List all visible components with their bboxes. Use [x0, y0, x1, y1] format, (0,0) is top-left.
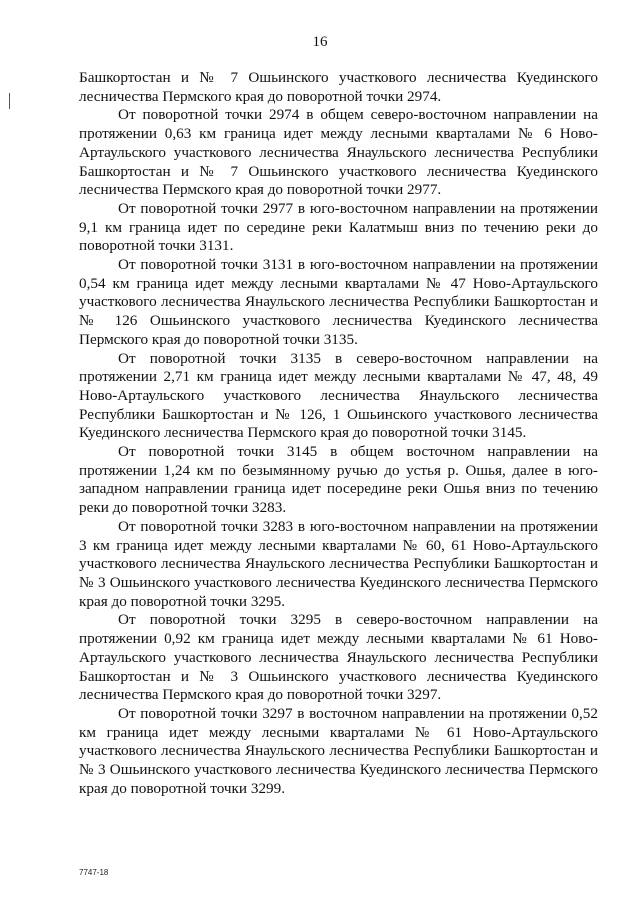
paragraph-point-3295: От поворотной точки 3295 в северо-восточном направлении на протяжении 0,92 км граница идет между лесными кварталами № 61 Ново-Артаульского участкового лесничества Янаульского лесничества Республики Башкортостан и № 3 Ошьинского участкового лесничества Куединского лесничества Пермского края до поворотной точки 3297.	[79, 611, 598, 704]
paragraph-point-3283: От поворотной точки 3283 в юго-восточном направлении на протяжении 3 км граница идет между лесными кварталами № 60, 61 Ново-Артаульского участкового лесничества Янаульского лесничества Республики Башкортостан и № 3 Ошьинского участкового лесничества Куединского лесничества Пермского края до поворотной точки 3295.	[79, 517, 598, 610]
paragraph-point-2974: От поворотной точки 2974 в общем северо-восточном направлении на протяжении 0,63 км граница идет между лесными кварталами № 6 Ново-Артаульского участкового лесничества Янаульского лесничества Республики Башкортостан и № 7 Ошьинского участкового лесничества Куединского лесничества Пермского края до поворотной точки 2977.	[79, 106, 598, 199]
paragraph-point-3135: От поворотной точки 3135 в северо-восточном направлении на протяжении 2,71 км граница идет между лесными кварталами № 47, 48, 49 Ново-Артаульского участкового лесничества Янаульского лесничества Республики Башкортостан и № 126, 1 Ошьинского участкового лесничества Куединского лесничества Пермского края до поворотной точки 3145.	[79, 349, 598, 442]
document-code: 7747-18	[79, 868, 109, 877]
page-number: 16	[312, 34, 328, 50]
paragraph-point-3131: От поворотной точки 3131 в юго-восточном направлении на протяжении 0,54 км граница идет между лесными кварталами № 47 Ново-Артаульского участкового лесничества Янаульского лесничества Республики Башкортостан и № 126 Ошьинского участкового лесничества Куединского лесничества Пермского края до поворотной точки 3135.	[79, 256, 598, 348]
paragraph-point-3297: От поворотной точки 3297 в восточном направлении на протяжении 0,52 км граница идет между лесными кварталами № 61 Ново-Артаульского участкового лесничества Янаульского лесничества Республики Башкортостан и № 3 Ошьинского участкового лесничества Куединского лесничества Пермского края до поворотной точки 3299.	[79, 704, 598, 797]
margin-mark	[9, 93, 10, 109]
paragraph-point-2977: От поворотной точки 2977 в юго-восточном направлении на протяжении 9,1 км граница идет по середине реки Калатмыш вниз по течению реки до поворотной точки 3131.	[79, 199, 598, 255]
document-body	[79, 69, 598, 798]
paragraph-continuation: Башкортостан и № 7 Ошьинского участкового лесничества Куединского лесничества Пермского края до поворотной точки 2974.	[79, 69, 598, 105]
paragraph-point-3145: От поворотной точки 3145 в общем восточном направлении на протяжении 1,24 км по безымянному ручью до устья р. Ошья, далее в юго-западном направлении граница идет посередине реки Ошья вниз по течению реки до поворотной точки 3283.	[79, 443, 598, 517]
